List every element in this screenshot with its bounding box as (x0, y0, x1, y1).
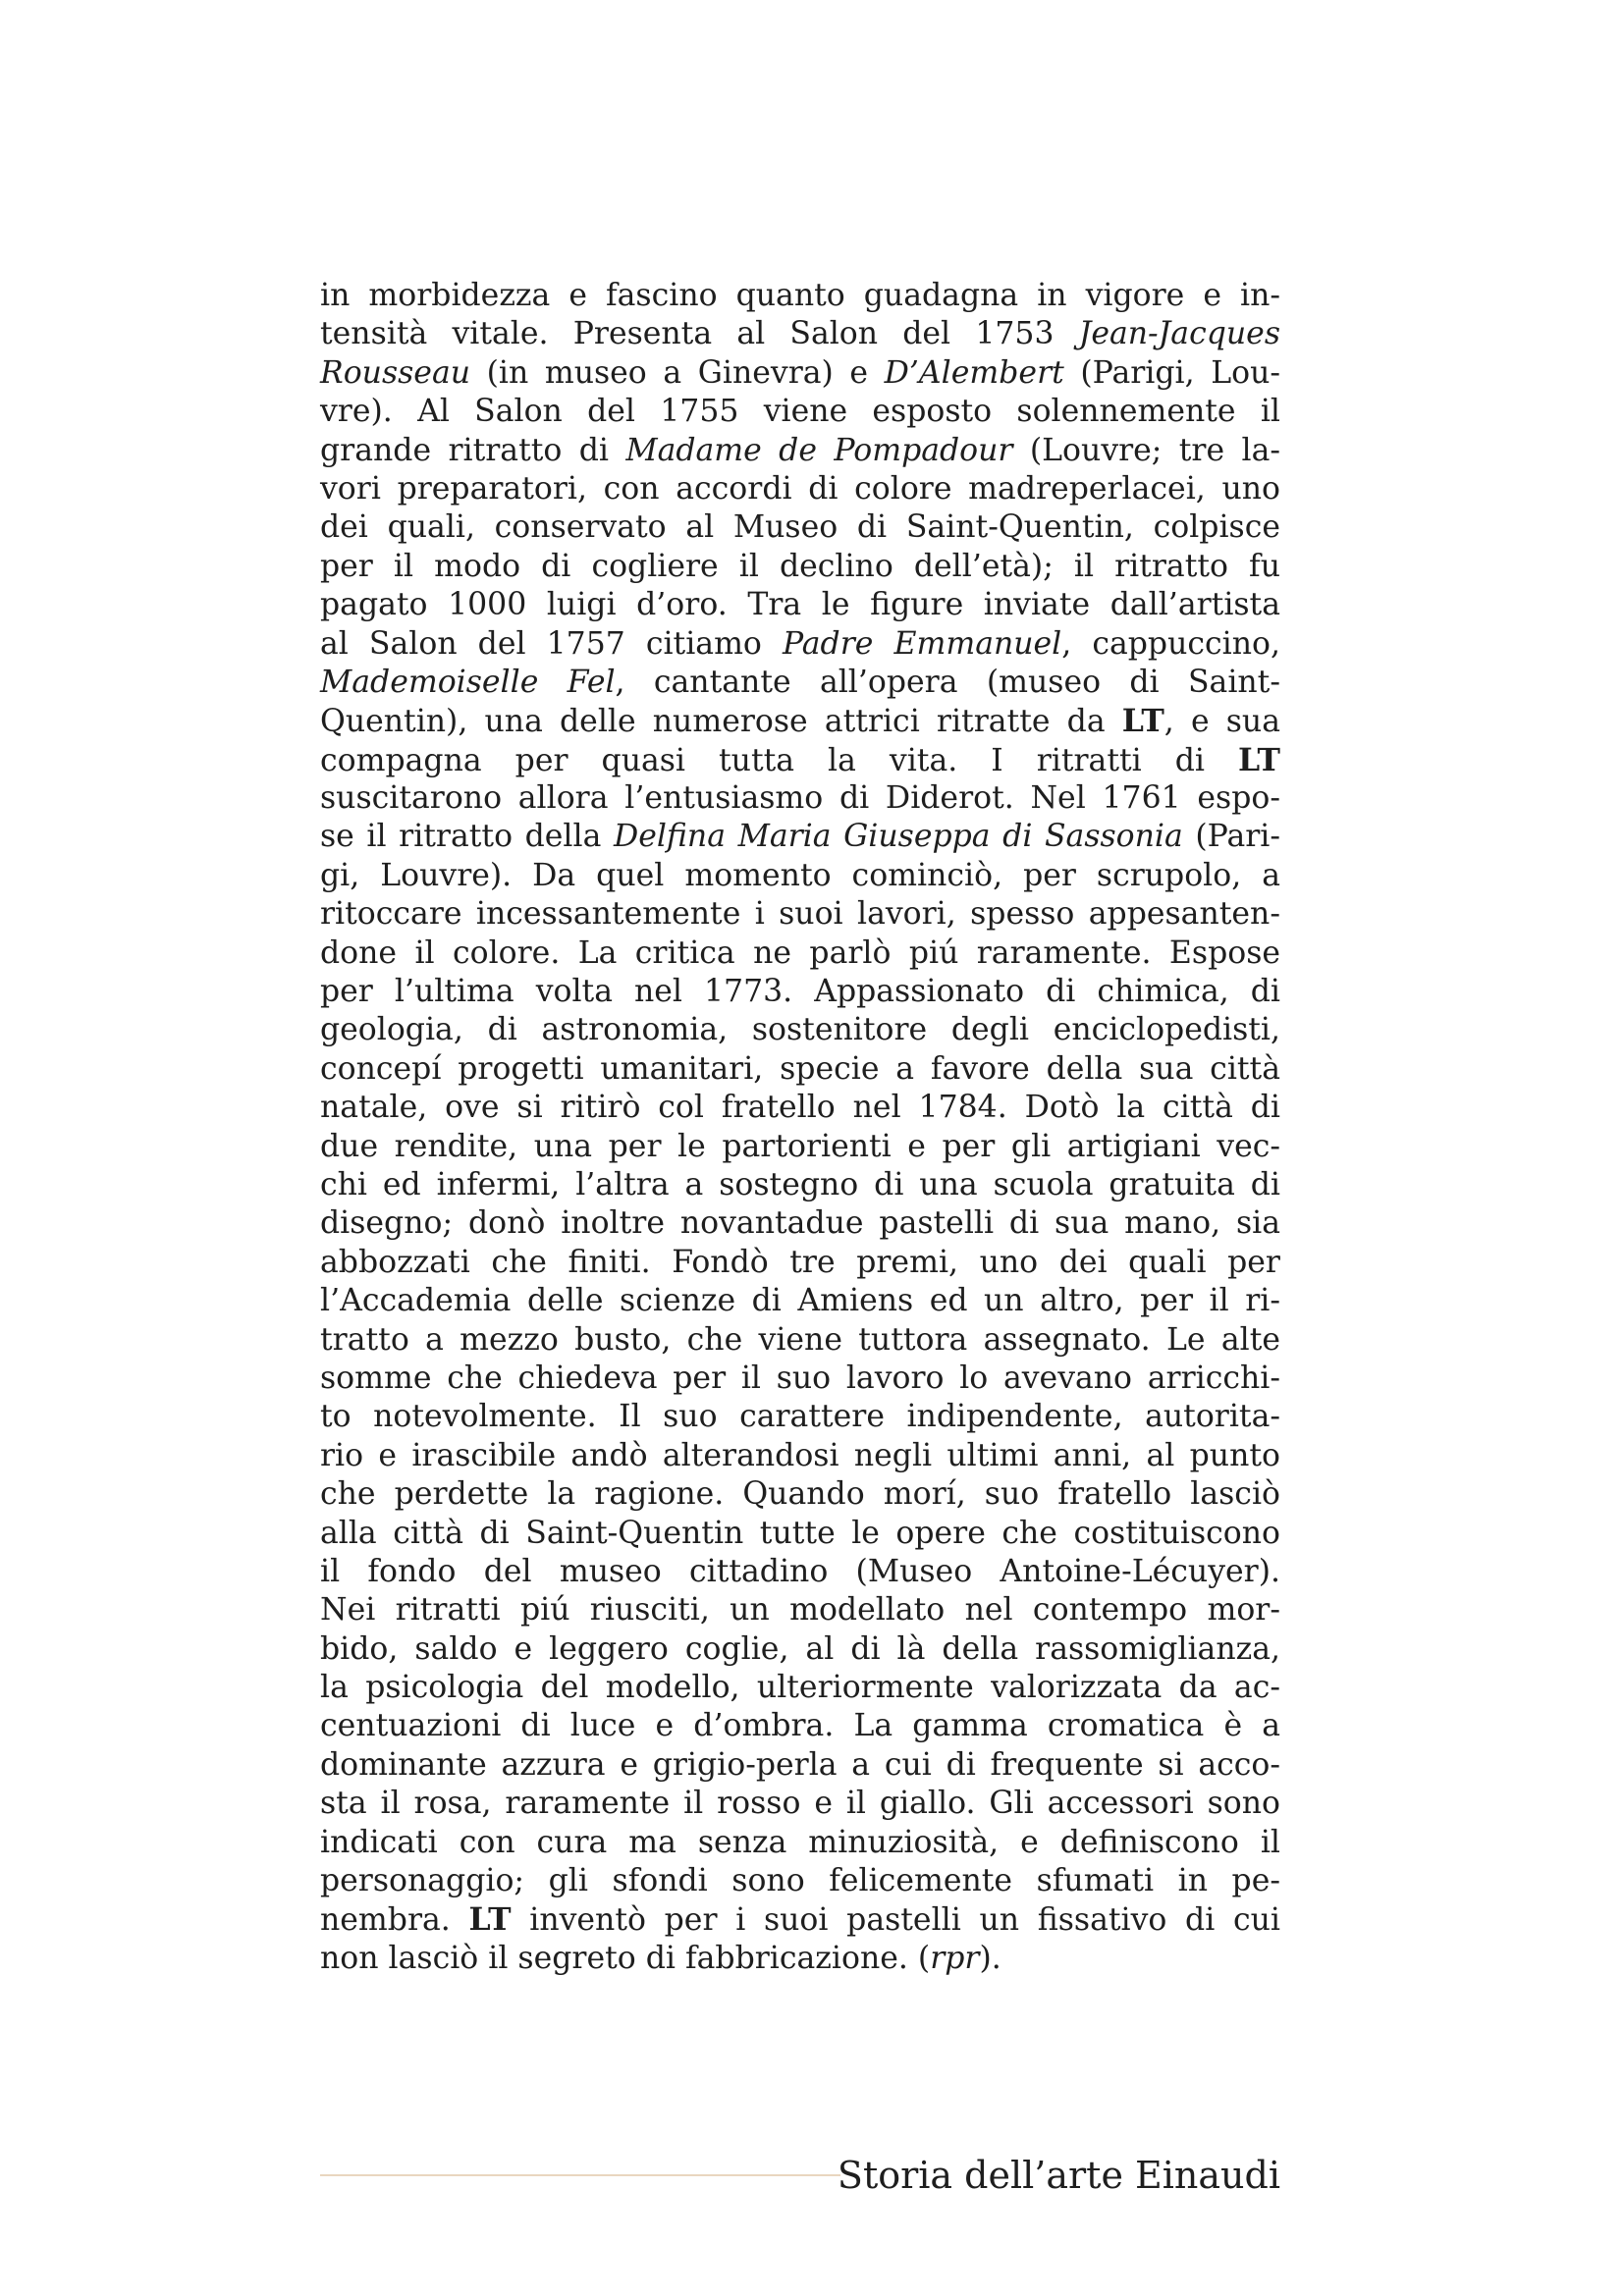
text-segment: geologia, di astronomia, sostenitore degli enciclopedisti, (320, 1012, 1280, 1048)
text-line (320, 1282, 1280, 1320)
italic-text: Delfina Maria Giuseppa di Sassonia (613, 819, 1183, 855)
text-segment: nembra. (320, 1902, 469, 1939)
text-segment: ritoccare incessantemente i suoi lavori, spesso appesanten- (320, 896, 1280, 933)
text-line (320, 1591, 1280, 1629)
text-line (320, 1360, 1280, 1398)
footer-title: Storia dell’arte Einaudi (837, 2154, 1280, 2197)
article-body (320, 277, 1280, 1978)
text-line (320, 1669, 1280, 1707)
text-segment: bido, saldo e leggero coglie, al di là della rassomiglianza, (320, 1630, 1280, 1667)
text-segment: il fondo del museo cittadino (Museo Antoine-Lécuyer). (320, 1553, 1280, 1589)
text-segment: alla città di Saint-Quentin tutte le opere che costituiscono (320, 1515, 1280, 1551)
text-segment: centuazioni di luce e d’ombra. La gamma cromatica è a (320, 1708, 1280, 1744)
text-segment: abbozzati che finiti. Fondò tre premi, uno dei quali per (320, 1244, 1280, 1280)
text-segment: Quentin), una delle numerose attrici ritratte da (320, 704, 1122, 740)
text-line (320, 1630, 1280, 1669)
text-segment: Nei ritratti piú riusciti, un modellato nel contempo mor- (320, 1592, 1280, 1629)
text-segment: natale, ove si ritirò col fratello nel 1784. Dotò la città di (320, 1090, 1280, 1126)
text-segment: l’Accademia delle scienze di Amiens ed un altro, per il ri- (320, 1283, 1280, 1319)
text-line (320, 1321, 1280, 1360)
text-segment: pagato 1000 luigi d’oro. Tra le figure inviate dall’artista (320, 587, 1280, 623)
text-line (320, 1553, 1280, 1591)
text-line (320, 895, 1280, 934)
text-segment: che perdette la ragione. Quando morí, suo fratello lasciò (320, 1476, 1280, 1513)
italic-text: D’Alembert (884, 354, 1064, 391)
italic-text: Jean-Jacques (1078, 316, 1280, 352)
text-line (320, 1824, 1280, 1862)
text-segment: chi ed infermi, l’altra a sostegno di una scuola gratuita di (320, 1166, 1280, 1202)
italic-text: Mademoiselle Fel (320, 664, 616, 700)
text-segment: vre). Al Salon del 1755 viene esposto solennemente il (320, 394, 1280, 430)
text-segment: rio e irascibile andò alterandosi negli ultimi anni, al punto (320, 1437, 1280, 1473)
text-segment: to notevolmente. Il suo carattere indipendente, autorita- (320, 1399, 1280, 1435)
italic-text: Madame de Pompadour (625, 432, 1013, 468)
text-segment: suscitarono allora l’entusiasmo di Diderot. Nel 1761 espo- (320, 780, 1280, 817)
text-line (320, 702, 1280, 740)
text-line (320, 354, 1280, 393)
text-segment: (in museo a Ginevra) e (470, 354, 885, 391)
text-segment: gi, Louvre). Da quel momento cominciò, per scrupolo, a (320, 857, 1280, 893)
text-segment: due rendite, una per le partorienti e per gli artigiani vec- (320, 1128, 1280, 1164)
text-segment: (Pari- (1182, 819, 1280, 855)
text-line (320, 1900, 1280, 1939)
text-line (320, 1862, 1280, 1900)
italic-text: rpr (930, 1940, 980, 1976)
text-segment: per l’ultima volta nel 1773. Appassionato di chimica, di (320, 974, 1280, 1010)
text-line (320, 779, 1280, 818)
text-line (320, 818, 1280, 856)
text-line (320, 1746, 1280, 1785)
text-line (320, 1515, 1280, 1553)
text-line (320, 934, 1280, 973)
text-segment: al Salon del 1757 citiamo (320, 625, 783, 662)
text-segment: done il colore. La critica ne parlò piú raramente. Espose (320, 934, 1280, 971)
text-segment: (Parigi, Lou- (1063, 354, 1281, 391)
text-line (320, 741, 1280, 779)
text-line (320, 1244, 1280, 1282)
text-line (320, 664, 1280, 702)
text-segment: dei quali, conservato al Museo di Saint-Quentin, colpisce (320, 509, 1280, 546)
text-segment: non lasciò il segreto di fabbricazione. ( (320, 1940, 931, 1976)
text-segment: inventò per i suoi pastelli un fissativo di cui (511, 1902, 1280, 1939)
text-segment: , cappuccino, (1061, 625, 1281, 662)
italic-text: Rousseau (320, 354, 471, 391)
text-line (320, 1437, 1280, 1475)
bold-text: LT (1237, 741, 1280, 778)
text-line (320, 1128, 1280, 1166)
italic-text: Padre Emmanuel (782, 625, 1062, 662)
text-line (320, 586, 1280, 624)
text-segment: disegno; donò inoltre novantadue pastelli di sua mano, sia (320, 1205, 1280, 1242)
text-segment: se il ritratto della (320, 819, 614, 855)
text-line (320, 625, 1280, 664)
text-segment: in morbidezza e fascino quanto guadagna in vigore e in- (320, 278, 1280, 313)
text-line (320, 1166, 1280, 1204)
text-line (320, 857, 1280, 895)
text-line (320, 508, 1280, 547)
text-segment: sta il rosa, raramente il rosso e il giallo. Gli accessori sono (320, 1786, 1280, 1822)
text-segment: indicati con cura ma senza minuziosità, e definiscono il (320, 1824, 1280, 1860)
bold-text: LT (468, 1901, 512, 1939)
text-line (320, 1204, 1280, 1243)
text-segment: la psicologia del modello, ulteriormente valorizzata da ac- (320, 1670, 1280, 1706)
text-segment: per il modo di cogliere il declino dell’età); il ritratto fu (320, 548, 1280, 584)
text-segment: ). (979, 1940, 1001, 1976)
text-line (320, 1089, 1280, 1127)
bold-text: LT (1121, 703, 1164, 740)
text-line (320, 315, 1280, 353)
text-line (320, 1011, 1280, 1049)
text-line (320, 1050, 1280, 1089)
text-line (320, 1475, 1280, 1514)
text-segment: dominante azzura e grigio-perla a cui di frequente si acco- (320, 1746, 1280, 1783)
text-segment: grande ritratto di (320, 432, 626, 468)
footer-rule (320, 2174, 840, 2176)
text-segment: (Louvre; tre la- (1012, 432, 1280, 468)
text-segment: tensità vitale. Presenta al Salon del 1753 (320, 316, 1079, 352)
text-line (320, 1785, 1280, 1823)
text-segment: , cantante all’opera (museo di Saint- (615, 664, 1280, 700)
text-segment: somme che chiedeva per il suo lavoro lo avevano arricchi- (320, 1360, 1280, 1396)
text-segment: , e sua (1163, 704, 1280, 740)
text-line (320, 1398, 1280, 1436)
text-segment: vori preparatori, con accordi di colore madreperlacei, uno (320, 470, 1280, 507)
text-segment: personaggio; gli sfondi sono felicemente sfumati in pe- (320, 1863, 1280, 1899)
text-segment: tratto a mezzo busto, che viene tuttora assegnato. Le alte (320, 1321, 1280, 1358)
text-line (320, 470, 1280, 508)
text-line (320, 548, 1280, 586)
text-segment: concepí progetti umanitari, specie a favore della sua città (320, 1050, 1280, 1087)
text-line (320, 1940, 1280, 1978)
text-segment: compagna per quasi tutta la vita. I ritratti di (320, 742, 1238, 778)
text-line (320, 393, 1280, 431)
text-line (320, 1707, 1280, 1745)
text-line (320, 973, 1280, 1011)
text-line (320, 432, 1280, 470)
text-line (320, 277, 1280, 315)
